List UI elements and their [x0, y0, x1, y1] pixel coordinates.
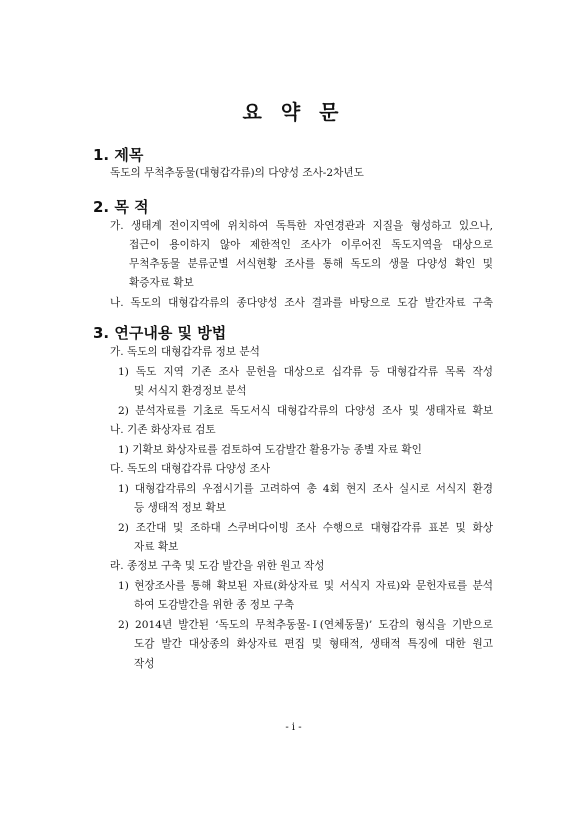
section-3-item-ra-2-line-3: 작성: [134, 658, 155, 670]
section-3-item-ga-2-line-1: 2) 분석자료를 기초로 독도서식 대형갑각류의 다양성 조사 및 생태자료 확보: [118, 405, 493, 417]
page-number: - i -: [285, 722, 302, 733]
section-3-item-na: 나. 기존 화상자료 검토: [110, 424, 216, 436]
section-3-item-ra-2-line-2: 도감 발간 대상종의 화상자료 편집 및 형태적, 생태적 특징에 대한 원고: [134, 638, 493, 650]
section-3-item-da-2-line-2: 자료 확보: [134, 541, 179, 553]
section-3-item-ga-1-line-1: 1) 독도 지역 기존 조사 문헌을 대상으로 십각류 등 대형갑각류 목록 작성: [118, 366, 493, 378]
section-2-item-na-line-1: 나. 독도의 대형갑각류의 종다양성 조사 결과를 바탕으로 도감 발간자료 구축: [110, 297, 493, 309]
section-1-text: 독도의 무척추동물(대형갑각류)의 다양성 조사-2차년도: [110, 167, 364, 179]
section-3-item-na-1-line-1: 1) 기확보 화상자료를 검토하여 도감발간 활용가능 종별 자료 확인: [118, 444, 422, 456]
section-3-item-da-1-line-2: 등 생태적 정보 확보: [134, 502, 226, 514]
section-3-item-ga-1-line-2: 및 서식지 환경정보 분석: [134, 385, 247, 397]
section-3-item-ra-1-line-2: 하여 도감발간을 위한 종 정보 구축: [134, 599, 295, 611]
section-2-heading: 2. 목 적: [93, 198, 149, 216]
section-3-item-ga: 가. 독도의 대형갑각류 정보 분석: [110, 346, 260, 358]
section-3-item-ra-2-line-1: 2) 2014년 발간된 ‘독도의 무척추동물-Ⅰ(연체동물)’ 도감의 형식을 기반으로: [118, 619, 493, 631]
section-1-heading: 1. 제목: [93, 146, 144, 164]
section-3-item-ra-1-line-1: 1) 현장조사를 통해 확보된 자료(화상자료 및 서식지 자료)와 문헌자료를 분석: [118, 580, 493, 592]
section-2-item-ga-line-2: 접근이 용이하지 않아 제한적인 조사가 이루어진 독도지역을 대상으로: [129, 239, 493, 251]
section-3-item-da: 다. 독도의 대형갑각류 다양성 조사: [110, 463, 271, 475]
section-3-item-da-2-line-1: 2) 조간대 및 조하대 스쿠버다이빙 조사 수행으로 대형갑각류 표본 및 화상: [118, 522, 493, 534]
section-3-item-da-1-line-1: 1) 대형갑각류의 우점시기를 고려하여 총 4회 현지 조사 실시로 서식지 환경: [118, 483, 493, 495]
section-3-item-ra: 라. 종정보 구축 및 도감 발간을 위한 원고 작성: [110, 560, 325, 572]
section-2-item-ga-line-4: 확증자료 확보: [129, 277, 194, 289]
section-2-item-ga-line-3: 무척추동물 분류군별 서식현황 조사를 통해 독도의 생물 다양성 확인 및: [129, 258, 493, 270]
section-2-item-ga-line-1: 가. 생태계 전이지역에 위치하여 독특한 자연경관과 지질을 형성하고 있으나,: [110, 220, 493, 232]
section-3-heading: 3. 연구내용 및 방법: [93, 324, 227, 342]
page-title: 요 약 문: [242, 100, 345, 124]
